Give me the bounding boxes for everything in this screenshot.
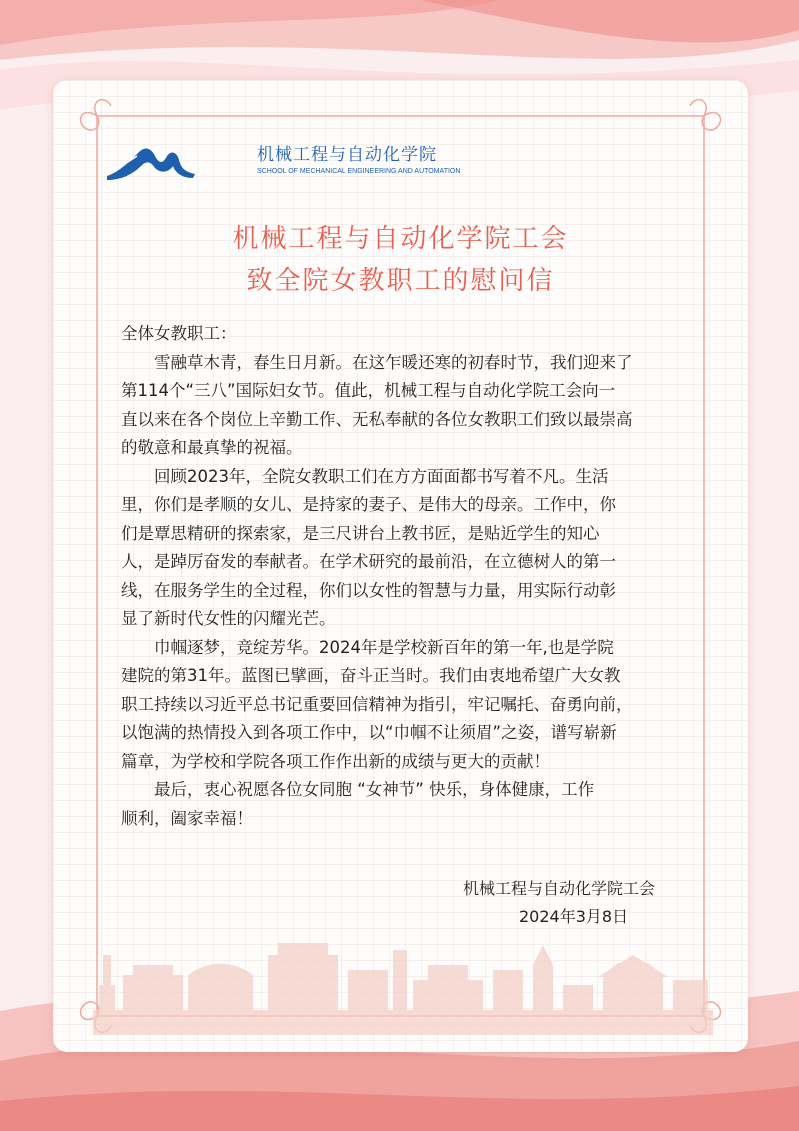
letter-line: 篇章，为学校和学院各项工作作出新的成绩与更大的贡献！ <box>121 751 550 771</box>
letter-line: 职工持续以习近平总书记重要回信精神为指引，牢记嘱托、奋勇向前， <box>121 694 633 714</box>
school-name-en: SCHOOL OF MECHANICAL ENGINEERING AND AUTOMATION <box>257 168 461 175</box>
letter-line: 的敬意和最真挚的祝福。 <box>121 438 303 457</box>
letter-title-line1: 机械工程与自动化学院工会 <box>232 224 569 254</box>
letter-card <box>53 80 748 1052</box>
letter-line: 雪融草木青，春生日月新。在这乍暖还寒的初春时节，我们迎来了 <box>121 352 633 372</box>
letter-line: 线，在服务学生的全过程，你们以女性的智慧与力量，用实际行动彰 <box>121 580 616 600</box>
letter-line: 人，是踔厉奋发的奉献者。在学术研究的最前沿，在立德树人的第一 <box>121 552 616 571</box>
letter-line: 第114个“三八”国际妇女节。值此，机械工程与自动化学院工会向一 <box>121 381 616 400</box>
school-logo <box>105 140 461 190</box>
signature-org: 机械工程与自动化学院工会 <box>463 879 656 898</box>
letter-line: 建院的第31年。蓝图已擘画，奋斗正当时。我们由衷地希望广大女教 <box>121 666 621 685</box>
letter-line: 直以来在各个岗位上辛勤工作、无私奉献的各位女教职工们致以最崇高 <box>121 409 633 429</box>
letter-line: 里，你们是孝顺的女儿、是持家的妻子、是伟大的母亲。工作中，你 <box>121 495 616 514</box>
school-name-cn: 机械工程与自动化学院 <box>257 145 437 165</box>
school-logo-mark-icon <box>105 142 197 182</box>
letter-line: 回顾2023年，全院女教职工们在方方面面都书写着不凡。生活 <box>121 466 609 486</box>
campus-skyline-illustration <box>93 915 713 1035</box>
letter-line: 以饱满的热情投入到各项工作中，以“巾帼不让须眉”之姿，谱写崭新 <box>121 723 617 742</box>
letter-body <box>121 320 683 833</box>
letter-line: 巾帼逐梦，竞绽芳华。2024年是学校新百年的第一年,也是学院 <box>121 637 614 657</box>
letter-line: 最后，衷心祝愿各位女同胞 “女神节” 快乐，身体健康，工作 <box>121 780 595 799</box>
letter-line: 们是覃思精研的探索家，是三尺讲台上教书匠，是贴近学生的知心 <box>121 523 600 543</box>
letter-line: 显了新时代女性的闪耀光芒。 <box>121 609 336 628</box>
salutation: 全体女教职工： <box>121 324 237 343</box>
signature-date: 2024年3月8日 <box>519 907 629 926</box>
letter-line: 顺利，阖家幸福！ <box>121 808 253 828</box>
letter-title-line2: 致全院女教职工的慰问信 <box>246 266 555 296</box>
